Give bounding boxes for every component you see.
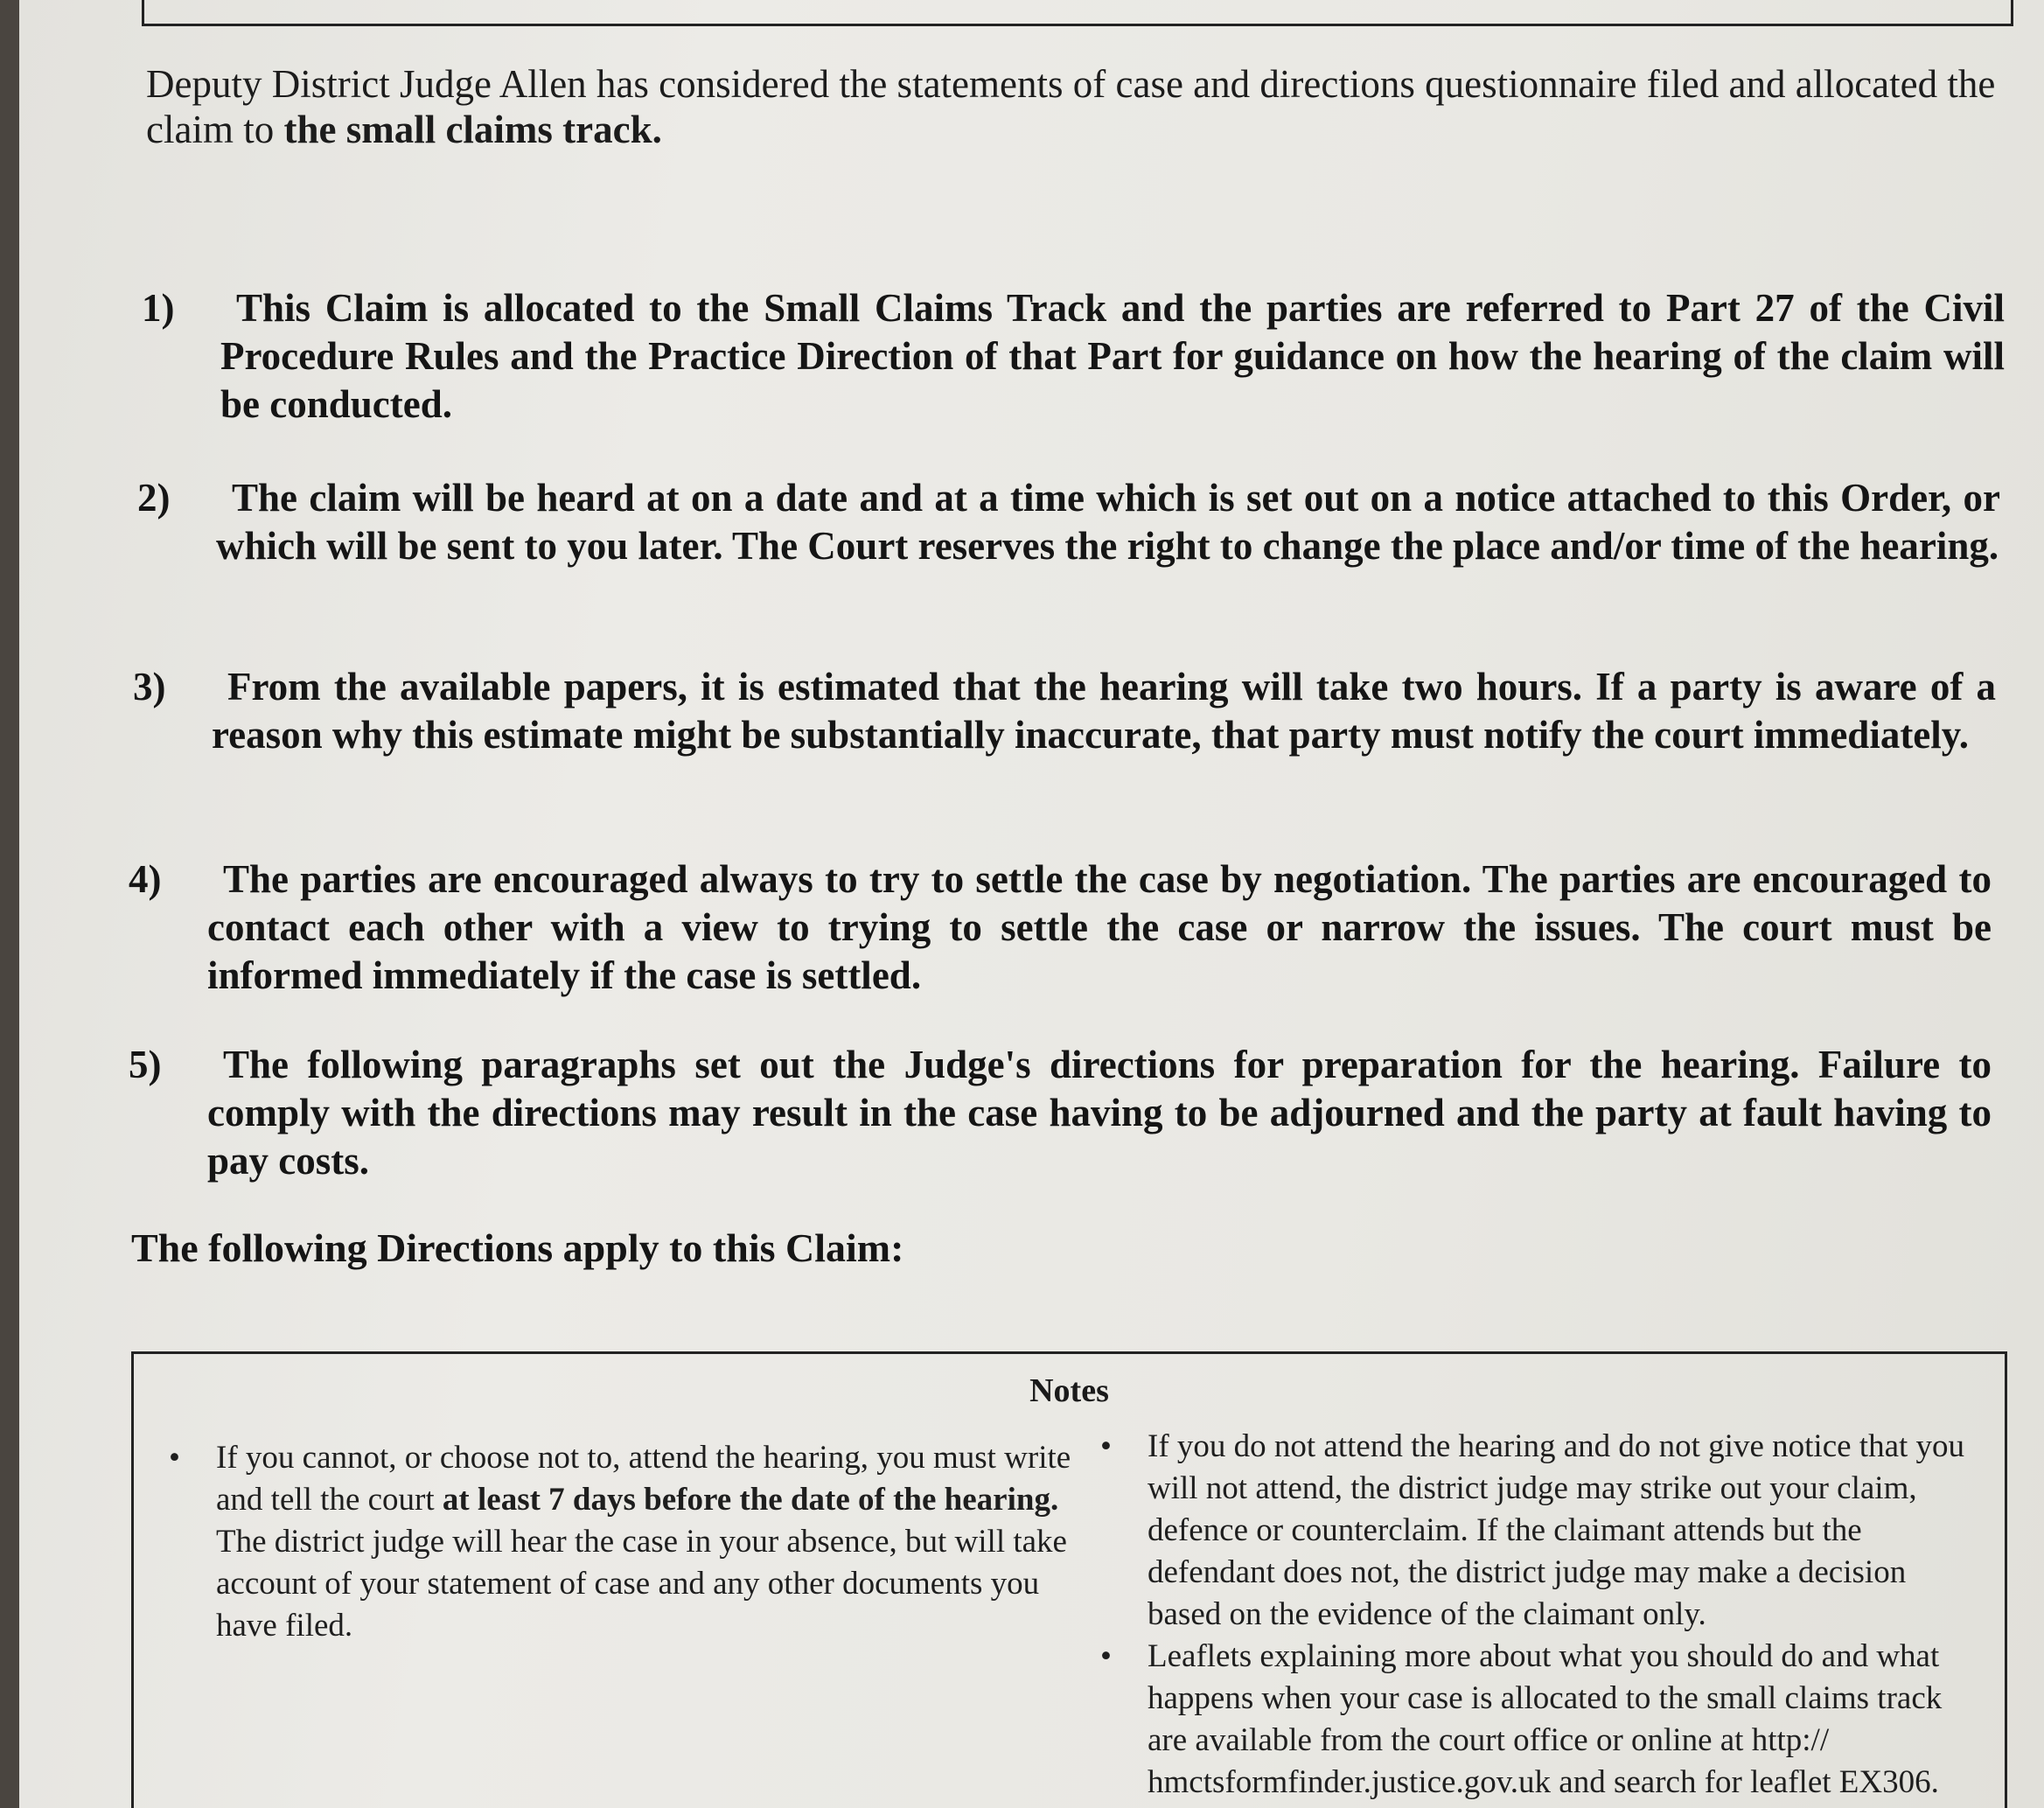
item-number: 2) <box>137 476 171 520</box>
notes-right-column <box>1100 1426 1984 1804</box>
item-number: 5) <box>129 1043 162 1086</box>
item-text: The claim will be heard at on a date and at a time which is set out on a notice attached to this Order, or which will be sent to you later. The Court reserves the right to change the place and/or time of the hearing. <box>216 476 2000 568</box>
notes-box <box>131 1351 2007 1808</box>
item-text: The parties are encouraged always to try to settle the case by negotiation. The parties are encouraged to contact each other with a view to trying to settle the case or narrow the issues. The court must be informed immediately if the case is settled. <box>207 857 1992 997</box>
item-number: 3) <box>133 665 166 709</box>
order-item-3 <box>133 663 1996 759</box>
header-box-edge <box>142 0 2013 26</box>
item-text: The following paragraphs set out the Judge's directions for preparation for the hearing. Failure to comply with the directions may result in the case having to be adjourned and the party at fault having to pay costs. <box>207 1043 1992 1183</box>
item-text: From the available papers, it is estimated that the hearing will take two hours. If a party is aware of a reason why this estimate might be substantially inaccurate, that party must notify the court immediately. <box>212 665 1996 757</box>
item-text: This Claim is allocated to the Small Claims Track and the parties are referred to Part 27 of the Civil Procedure Rules and the Practice Direction of that Part for guidance on how the hearing of the claim will be conducted. <box>220 286 2005 426</box>
notes-title: Notes <box>1029 1372 1109 1409</box>
bullet-icon: • <box>169 1440 180 1476</box>
intro-bold: the small claims track. <box>283 108 662 151</box>
directions-heading: The following Directions apply to this Claim: <box>131 1225 904 1270</box>
item-number: 1) <box>142 286 175 330</box>
note-item: • Leaflets explaining more about what you should do and what happens when your case is allocated to the small claims track are available from the court office or online at http:// hmctsformfinder.justice.gov.uk and search for leaflet EX306. <box>1100 1636 1984 1804</box>
order-item-2 <box>137 474 2000 570</box>
intro-paragraph: Deputy District Judge Allen has considered the statements of case and directions questionnaire filed and allocated the claim to the small claims track. <box>146 62 1996 151</box>
bullet-icon: • <box>1100 1428 1112 1464</box>
order-item-1 <box>142 284 2005 429</box>
order-item-5 <box>129 1041 1992 1185</box>
bullet-icon: • <box>1100 1638 1112 1674</box>
order-item-4 <box>129 855 1992 1000</box>
notes-left-column <box>169 1437 1096 1647</box>
document-page <box>19 0 2044 1808</box>
item-number: 4) <box>129 857 162 901</box>
note-item: • If you do not attend the hearing and do not give notice that you will not attend, the district judge may strike out your claim, defence or counterclaim. If the claimant attends but the defendant does not, the district judge may make a decision based on the evidence of the claimant only. <box>1100 1426 1984 1636</box>
note-bold: at least 7 days before the date of the hearing. <box>442 1482 1059 1518</box>
note-item: • If you cannot, or choose not to, attend the hearing, you must write and tell the court at least 7 days before the date of the hearing. The district judge will hear the case in your absence, but will take account of your statement of case and any other documents you have filed. <box>169 1437 1096 1647</box>
